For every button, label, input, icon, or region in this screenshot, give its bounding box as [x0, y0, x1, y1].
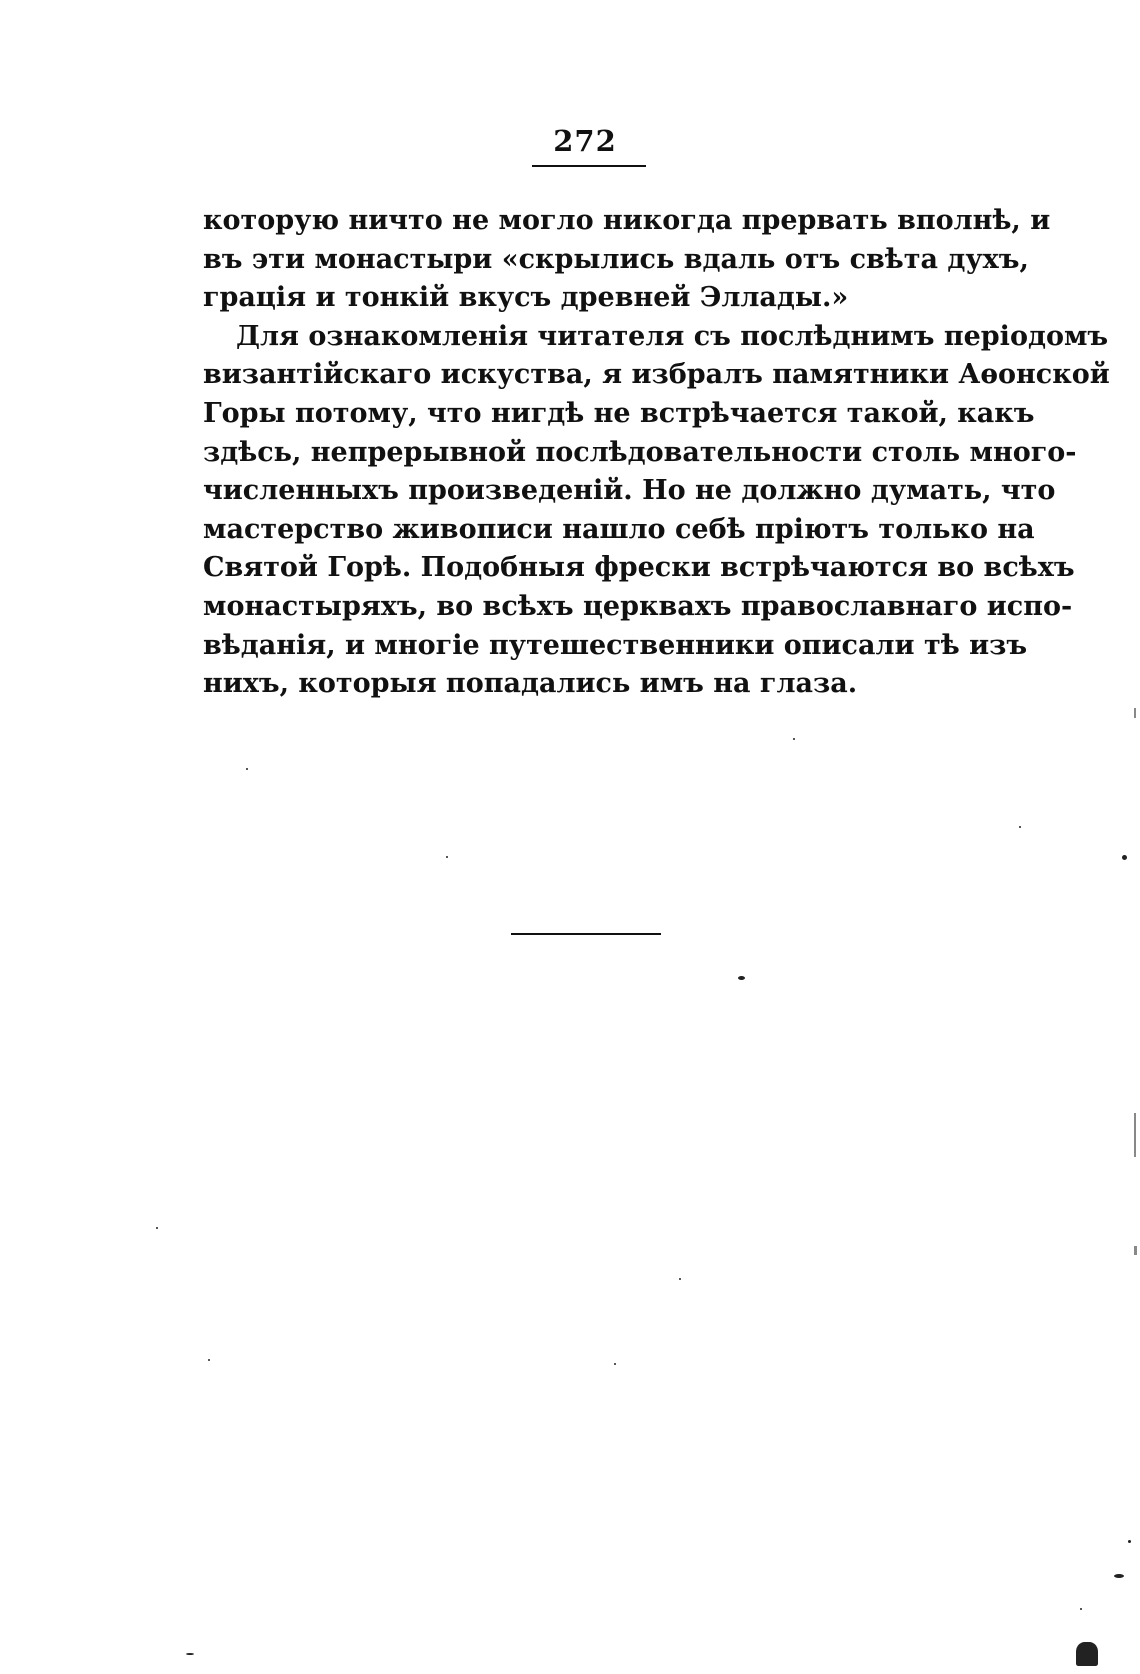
scan-speck — [614, 1363, 616, 1365]
scan-speck — [1122, 855, 1127, 860]
text-line: монастыряхъ, во всѣхъ церквахъ православнаго испо- — [203, 590, 1073, 622]
scan-speck — [208, 1359, 210, 1361]
paragraph-continuation — [203, 202, 1051, 318]
scan-speck — [679, 1278, 681, 1280]
page-number-rule — [532, 165, 646, 167]
scan-speck — [1019, 826, 1021, 828]
edge-shadow — [1134, 1246, 1137, 1255]
scan-speck — [186, 1653, 194, 1655]
text-line: грація и тонкій вкусъ древней Эллады.» — [203, 282, 849, 314]
edge-shadow — [1134, 708, 1136, 718]
text-line: византійскаго искуства, я избралъ памятники Аѳонской — [203, 359, 1110, 391]
text-line: которую ничто не могло никогда прервать вполнѣ, и — [203, 205, 1051, 236]
scan-speck — [246, 768, 248, 770]
text-line: здѣсь, непрерывной послѣдовательности столь много- — [203, 436, 1077, 468]
text-line: Горы потому, что нигдѣ не встрѣчается такой, какъ — [203, 397, 1035, 429]
body-text — [203, 202, 1110, 704]
text-line: въ эти монастыри «скрылись вдаль отъ свѣта духъ, — [203, 243, 1029, 275]
edge-shadow — [1134, 1113, 1136, 1157]
scan-speck — [1080, 1608, 1082, 1610]
text-line: мастерство живописи нашло себѣ пріютъ только на — [203, 513, 1035, 545]
paragraph — [203, 318, 1110, 704]
text-line: Святой Горѣ. Подобныя фрески встрѣчаются во всѣхъ — [203, 552, 1075, 584]
text-line: численныхъ произведеній. Но не должно думать, что — [203, 475, 1056, 507]
scan-speck — [793, 738, 795, 740]
scan-speck — [156, 1227, 158, 1229]
page-number: 272 — [553, 124, 617, 158]
end-rule — [511, 933, 661, 935]
scan-speck — [738, 976, 745, 980]
scan-speck — [1128, 1540, 1131, 1543]
text-line: вѣданія, и многіе путешественники описали тѣ изъ — [203, 629, 1028, 661]
scan-blot — [1076, 1642, 1098, 1666]
text-line: Для ознакомленія читателя съ послѣднимъ періодомъ — [236, 320, 1109, 352]
scan-speck — [1114, 1574, 1124, 1578]
text-line: нихъ, которыя попадались имъ на глаза. — [203, 668, 858, 700]
scan-speck — [446, 856, 448, 858]
